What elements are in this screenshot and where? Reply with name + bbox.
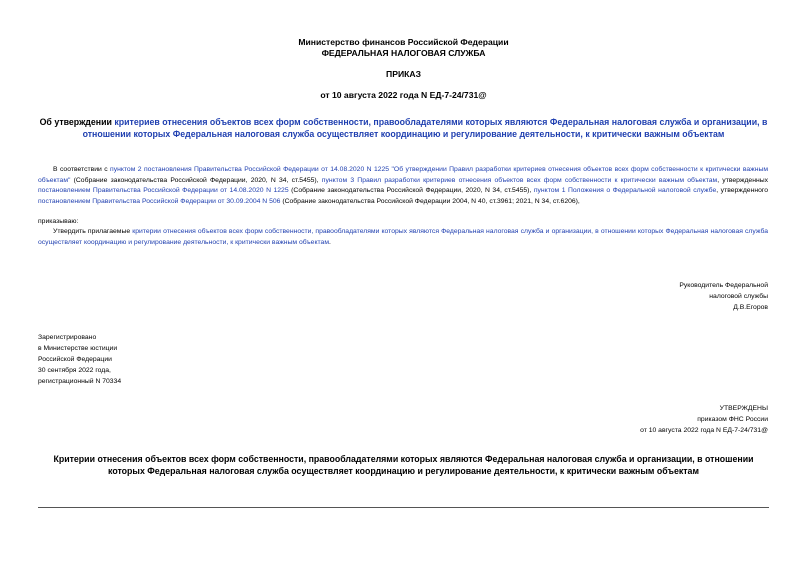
fns-regulation-p1-link[interactable]: пунктом 1 Положения о Федеральной налоговой службе — [533, 187, 717, 195]
criteria-title: Критерии отнесения объектов всех форм собственности, правообладателями которых являются Федеральная налоговая служба и организации, в отношении которых Федеральная налоговая служба осуществляет координацию и регулирование деятельности, к критически важным объектам — [53, 454, 754, 476]
signature-block — [679, 280, 768, 313]
signature-name: Д.В.Егоров — [733, 304, 768, 311]
decree-506-link[interactable]: постановлением Правительства Российской Федерации от 30.09.2004 N 506 — [38, 198, 281, 206]
registration-date: 30 сентября 2022 года, — [38, 367, 111, 374]
document-date-number: от 10 августа 2022 года N ЕД-7-24/731@ — [320, 90, 487, 100]
preamble-text-1: (Собрание законодательства Российской Федерации, 2020, N 34, ст.5455), — [70, 176, 322, 184]
order-word: приказываю: — [38, 218, 79, 225]
registration-number: регистрационный N 70334 — [38, 378, 122, 385]
preamble-text-5: (Собрание законодательства Российской Федерации 2004, N 40, ст.3961; 2021, N 34, ст.6206), — [280, 198, 580, 206]
preamble-text-4: , утвержденного — [716, 187, 768, 195]
registration-block — [38, 332, 121, 387]
order-title-prefix: Об утверждении — [39, 117, 115, 127]
signature-position-2: налоговой службы — [709, 293, 768, 300]
approved-criteria-link[interactable]: критерии отнесения объектов всех форм собственности, правообладателями которых являются Федеральная налоговая служба и организации, в отношении которых Федеральная налоговая служба осуществляет координацию и регулирование деятельности, к критически важным объектам — [38, 228, 768, 246]
document-type: ПРИКАЗ — [386, 69, 421, 79]
approve-suffix: . — [329, 238, 331, 246]
approve-prefix: Утвердить прилагаемые — [53, 228, 133, 235]
approval-block — [640, 403, 768, 436]
order-title — [30, 116, 777, 140]
preamble-text-3: (Собрание законодательства Российской Федерации, 2020, N 34, ст.5455), — [288, 187, 534, 195]
service-name: ФЕДЕРАЛЬНАЯ НАЛОГОВАЯ СЛУЖБА — [321, 48, 486, 58]
rules-p3-link[interactable]: пунктом 3 Правил разработки критериев отнесения объектов всех форм собственности к критически важным объектам — [321, 176, 718, 184]
approval-line-2: приказом ФНС России — [697, 416, 768, 423]
preamble-prefix: В соответствии с — [53, 166, 111, 173]
divider — [38, 507, 769, 508]
approval-heading: УТВЕРЖДЕНЫ — [719, 405, 768, 412]
registration-line-3: Российской Федерации — [38, 356, 112, 363]
decree-1225-p2-link[interactable]: пунктом 2 постановления Правительства Российской Федерации от 14.08.2020 N 1225 "Об утверждении Правил разработки критериев отнесения объектов всех форм собственности к критически важным объектам" — [38, 166, 768, 184]
preamble-paragraph — [38, 165, 768, 208]
criteria-link[interactable]: критериев отнесения объектов всех форм собственности, правообладателями которых являются Федеральная налоговая служба и организации, в отношении которых Федеральная налоговая служба осуществляет координацию и регулирование деятельности, к критически важным объектам — [82, 117, 768, 139]
ministry-name: Министерство финансов Российской Федерации — [298, 37, 509, 47]
decree-1225-link[interactable]: постановлением Правительства Российской Федерации от 14.08.2020 N 1225 — [38, 187, 289, 195]
preamble-text-2: , утвержденных — [717, 176, 768, 184]
signature-position: Руководитель Федеральной — [679, 282, 768, 289]
approval-line-3: от 10 августа 2022 года N ЕД-7-24/731@ — [640, 427, 768, 434]
registration-line-2: в Министерстве юстиции — [38, 345, 118, 352]
approve-paragraph — [38, 227, 768, 248]
registration-line-1: Зарегистрировано — [38, 334, 97, 341]
